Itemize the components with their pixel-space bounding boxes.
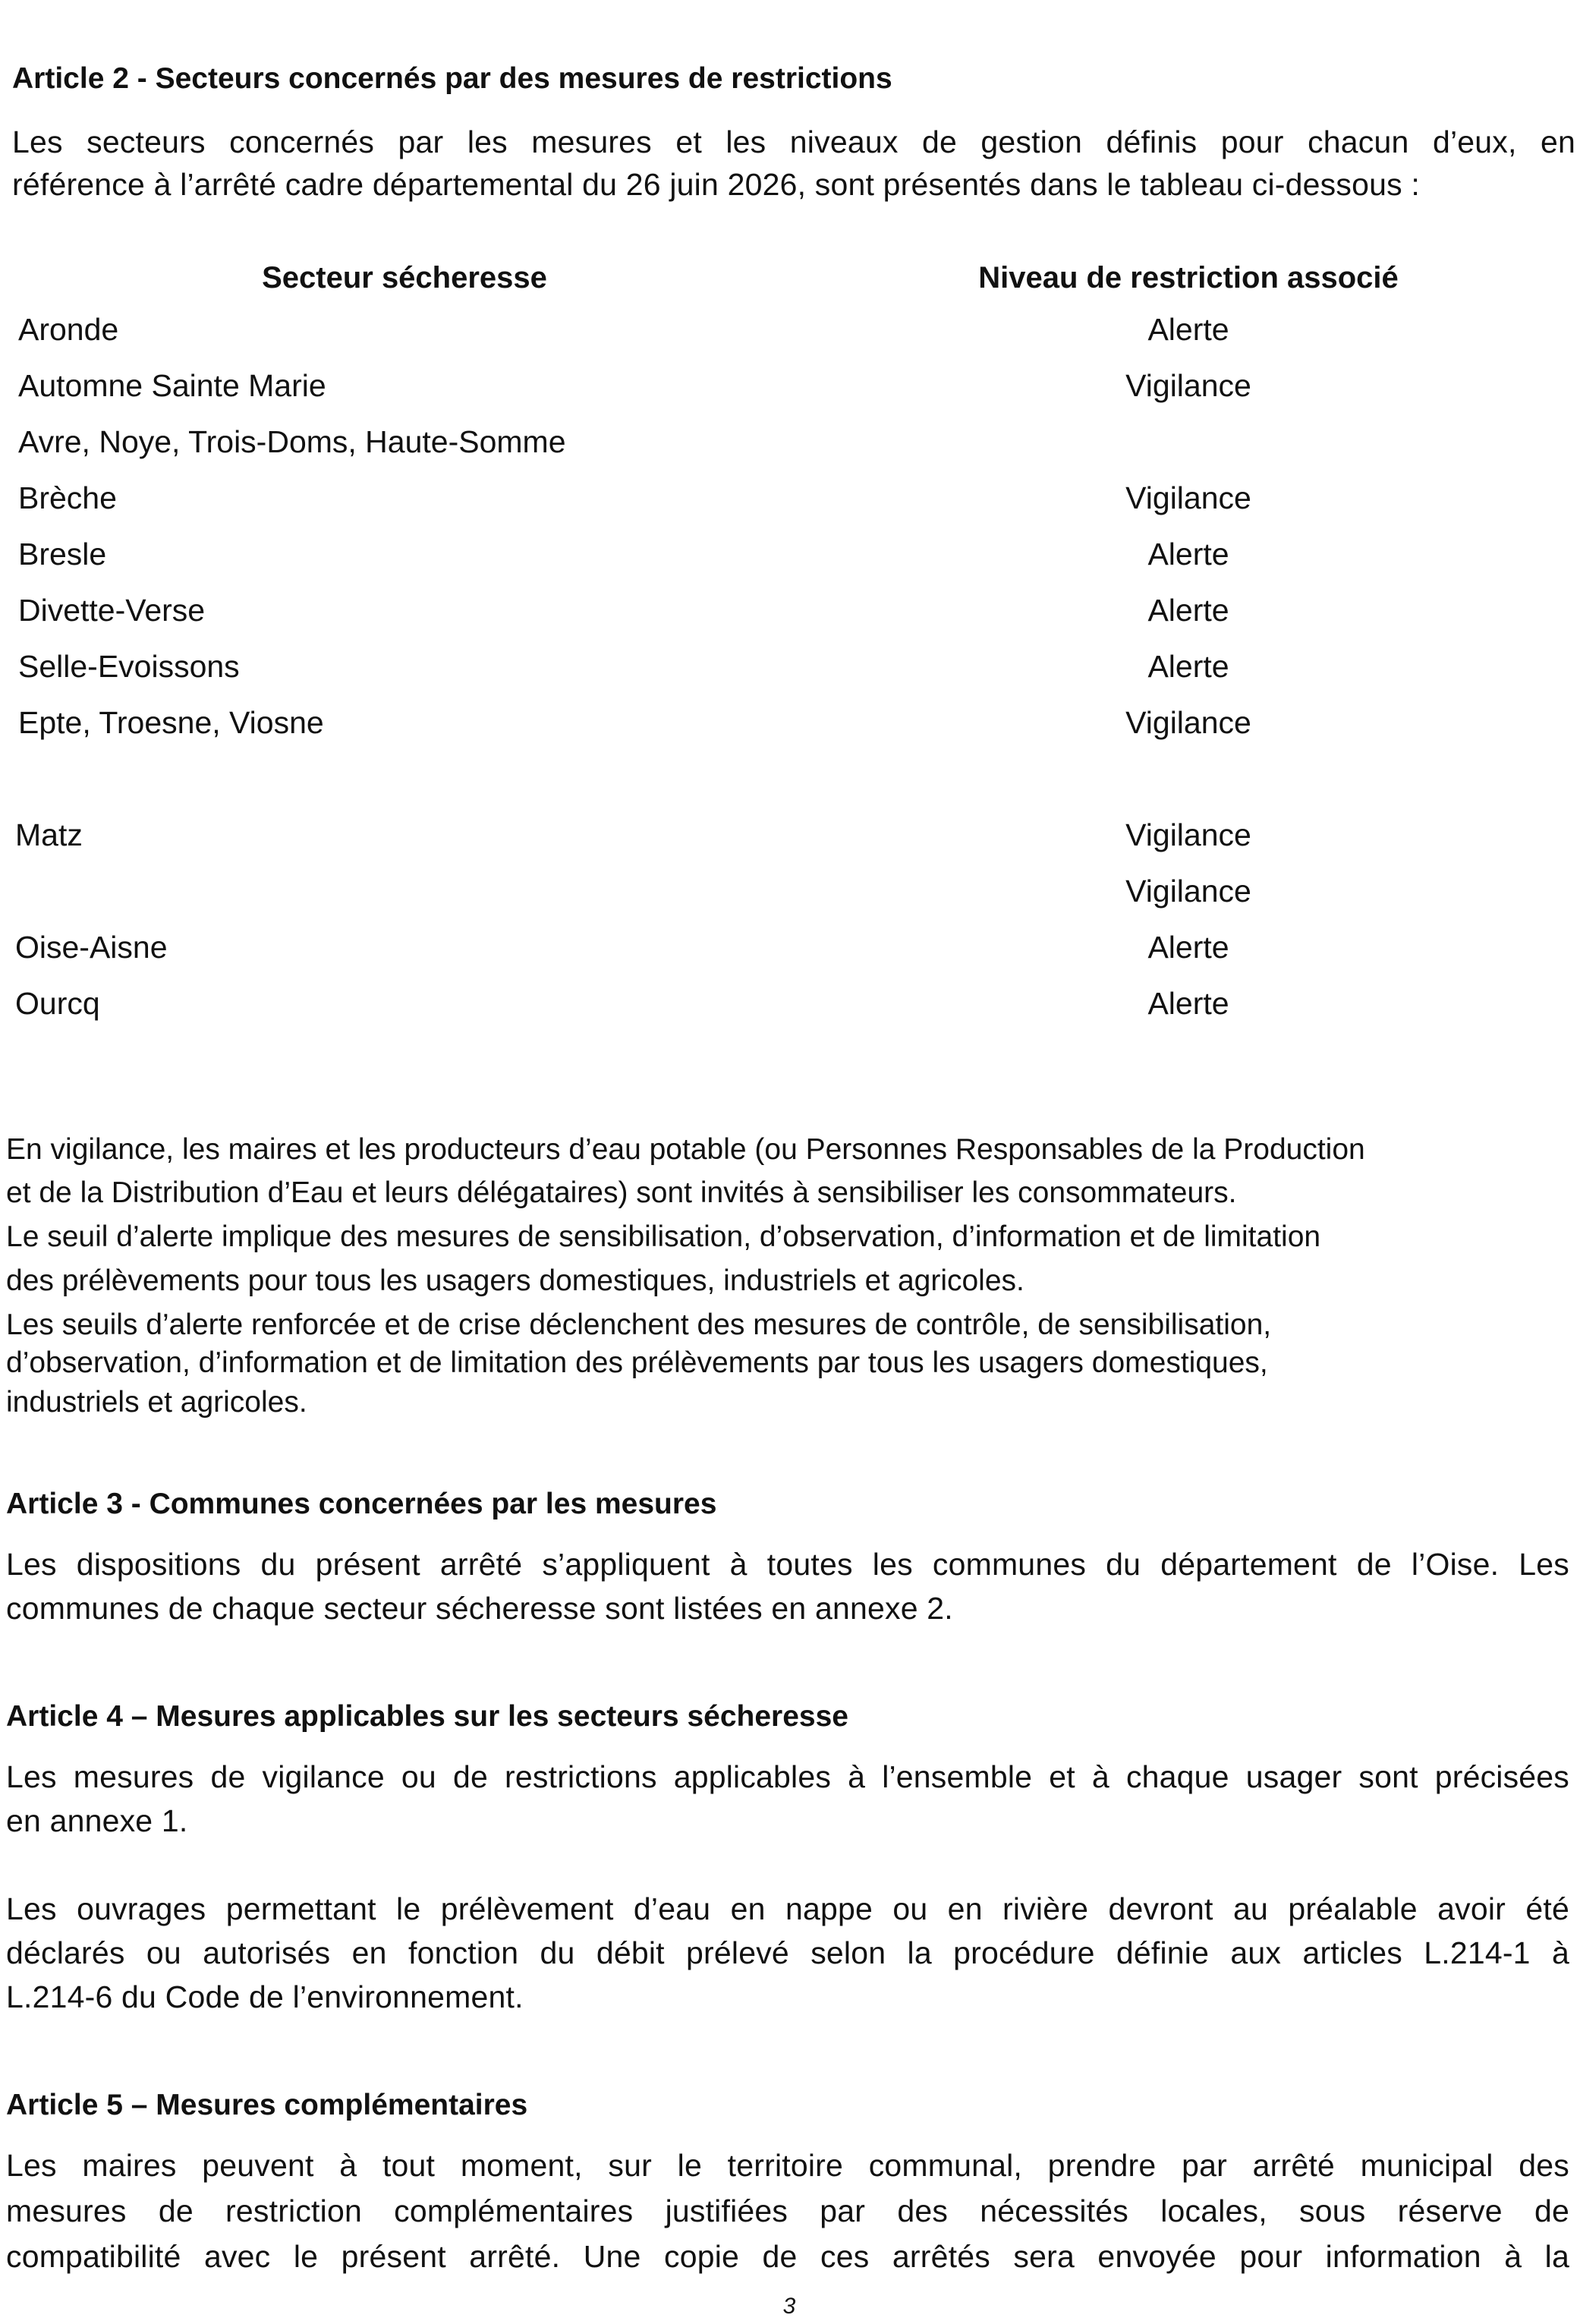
table-row-sector: Bresle	[18, 537, 107, 572]
table-row-level: Vigilance	[1125, 705, 1251, 740]
article-4-line: Les ouvrages permettant le prélèvement d’eau en nappe ou en rivière devront au préalable avoir été	[6, 1891, 1569, 1926]
article-3-line: Les dispositions du présent arrêté s’appliquent à toutes les communes du département de l’Oise. Les	[6, 1547, 1569, 1582]
article-5-line: mesures de restriction complémentaires justifiées par des nécessités locales, sous réserve de	[6, 2193, 1569, 2228]
article-4-line: déclarés ou autorisés en fonction du débit prélevé selon la procédure définie aux articles L.214-1 à	[6, 1935, 1569, 1970]
article-3-line: communes de chaque secteur sécheresse sont listées en annexe 2.	[6, 1591, 953, 1626]
col-header-sector: Secteur sécheresse	[262, 261, 547, 294]
levels-text-line: En vigilance, les maires et les producteurs d’eau potable (ou Personnes Responsables de la Production	[6, 1133, 1365, 1166]
article-5-heading: Article 5 – Mesures complémentaires	[6, 2089, 528, 2121]
levels-text-line: d’observation, d’information et de limitation des prélèvements par tous les usagers domestiques,	[6, 1346, 1268, 1379]
table-row-level: Alerte	[1147, 312, 1229, 347]
table-row-sector: Divette-Verse	[18, 593, 206, 628]
article-2-heading: Article 2 - Secteurs concernés par des mesures de restrictions	[12, 62, 892, 95]
article-2-intro-line-1: Les secteurs concernés par les mesures et les niveaux de gestion définis pour chacun d’eux, en	[12, 124, 1575, 159]
table-row-sector: Selle-Evoissons	[18, 649, 240, 684]
table-row-level: Vigilance	[1125, 480, 1251, 515]
article-2-intro-line-2: référence à l’arrêté cadre départemental du 26 juin 2026, sont présentés dans le tableau ci-dessous :	[12, 167, 1420, 202]
table-row-sector: Matz	[15, 817, 83, 852]
table-row-level: Alerte	[1147, 986, 1229, 1021]
table-row-sector: Brèche	[18, 480, 117, 515]
levels-text-line: et de la Distribution d’Eau et leurs délégataires) sont invités à sensibiliser les consommateurs.	[6, 1176, 1237, 1209]
article-4-line: L.214-6 du Code de l’environnement.	[6, 1979, 524, 2014]
table-row-level: Vigilance	[1125, 874, 1251, 909]
table-row-sector: Avre, Noye, Trois-Doms, Haute-Somme	[18, 424, 566, 459]
levels-text-line: industriels et agricoles.	[6, 1386, 307, 1419]
article-4-line: Les mesures de vigilance ou de restrictions applicables à l’ensemble et à chaque usager sont précisées	[6, 1759, 1569, 1794]
col-header-level: Niveau de restriction associé	[978, 261, 1399, 294]
table-row-level: Alerte	[1147, 537, 1229, 572]
table-row-sector: Ourcq	[15, 986, 100, 1021]
levels-text-line: Le seuil d’alerte implique des mesures de sensibilisation, d’observation, d’information et de limitation	[6, 1220, 1321, 1253]
table-row-level: Alerte	[1147, 930, 1229, 965]
table-row-sector: Automne Sainte Marie	[18, 368, 326, 403]
table-row-sector: Aronde	[18, 312, 119, 347]
article-5-line: Les maires peuvent à tout moment, sur le territoire communal, prendre par arrêté municipal des	[6, 2148, 1569, 2183]
page-number: 3	[782, 2294, 796, 2319]
article-4-line: en annexe 1.	[6, 1803, 188, 1838]
table-row-sector: Oise-Aisne	[15, 930, 168, 965]
table-row-level: Alerte	[1147, 649, 1229, 684]
article-5-line: compatibilité avec le présent arrêté. Une copie de ces arrêtés sera envoyée pour information à la	[6, 2239, 1569, 2274]
levels-text-line: Les seuils d’alerte renforcée et de crise déclenchent des mesures de contrôle, de sensibilisation,	[6, 1308, 1272, 1341]
article-3-heading: Article 3 - Communes concernées par les mesures	[6, 1488, 717, 1520]
levels-text-line: des prélèvements pour tous les usagers domestiques, industriels et agricoles.	[6, 1264, 1024, 1297]
table-row-level: Alerte	[1147, 593, 1229, 628]
table-row-level: Vigilance	[1125, 368, 1251, 403]
table-row-level: Vigilance	[1125, 817, 1251, 852]
table-row-sector: Epte, Troesne, Viosne	[18, 705, 324, 740]
article-4-heading: Article 4 – Mesures applicables sur les secteurs sécheresse	[6, 1700, 848, 1733]
